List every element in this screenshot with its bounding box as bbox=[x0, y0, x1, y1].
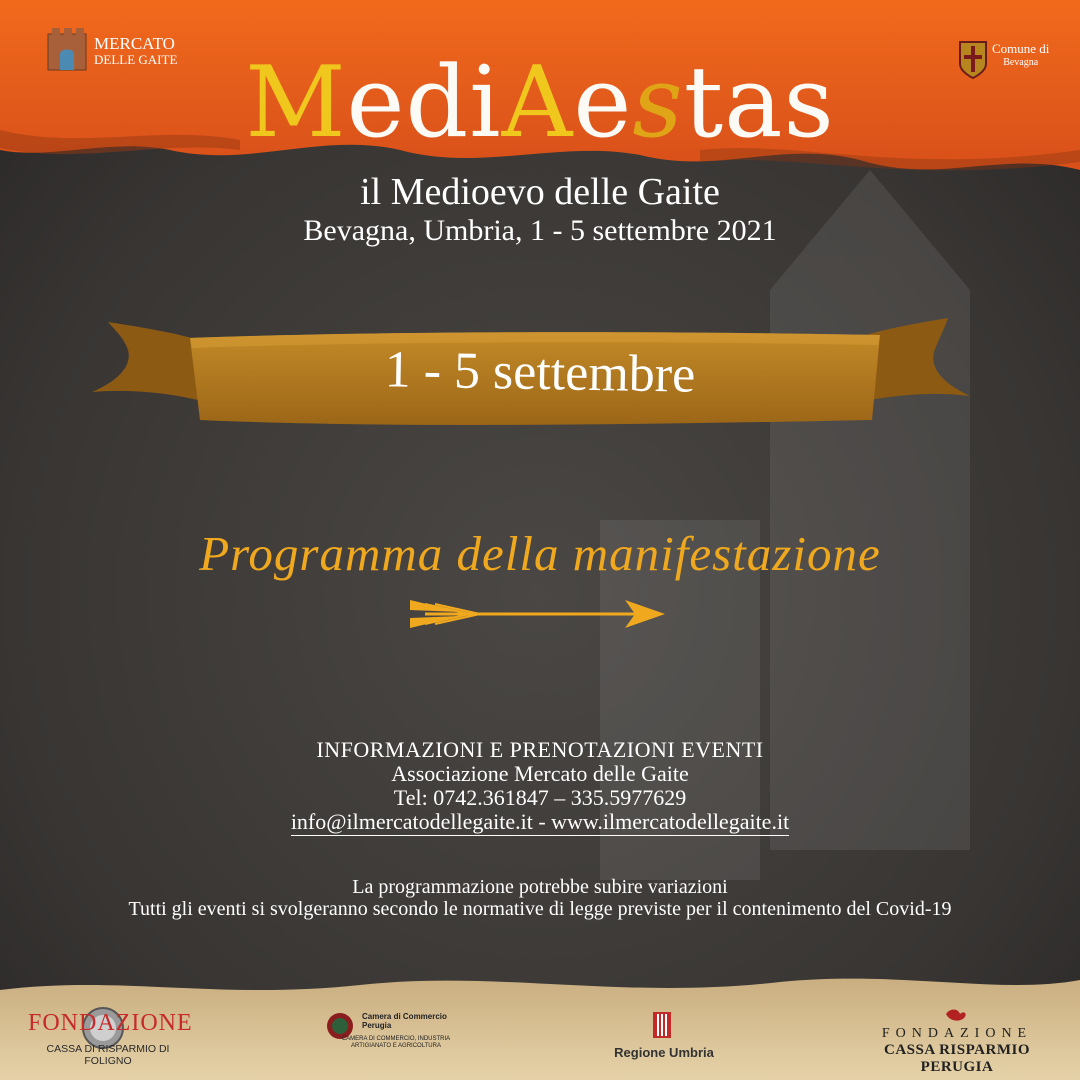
info-block bbox=[0, 738, 1080, 836]
camera-logo-title: Camera di Commercio Perugia bbox=[362, 1012, 447, 1030]
foligno-logo-title: FONDAZIONE bbox=[28, 1010, 193, 1036]
fondazione-foligno-logo bbox=[28, 1010, 193, 1067]
programma-heading: Programma della manifestazione bbox=[199, 526, 881, 581]
regione-umbria-logo bbox=[604, 1012, 724, 1060]
title-part2: edi bbox=[346, 46, 502, 160]
title-part6: tas bbox=[683, 46, 835, 160]
banner-date: 1 - 5 settembre bbox=[384, 341, 696, 404]
camera-logo-subtitle: CAMERA DI COMMERCIO, INDUSTRIA ARTIGIANATO E AGRICOLTURA bbox=[341, 1036, 451, 1049]
foligno-logo-subtitle: CASSA DI RISPARMIO DI FOLIGNO bbox=[46, 1043, 170, 1067]
comune-logo-line1: Comune di bbox=[992, 41, 1050, 56]
mercato-logo-line1: MERCATO bbox=[94, 34, 175, 53]
camera-commercio-logo bbox=[326, 1012, 466, 1050]
title-part4: e bbox=[573, 46, 633, 160]
perugia-logo-line2: CASSA RISPARMIO PERUGIA bbox=[884, 1042, 1030, 1075]
notes-line1: La programmazione potrebbe subire variazioni bbox=[352, 876, 728, 898]
umbria-logo-label: Regione Umbria bbox=[614, 1045, 714, 1060]
mercato-logo-line2: DELLE GAITE bbox=[94, 52, 178, 67]
comune-logo-line2: Bevagna bbox=[1003, 57, 1039, 68]
event-subtitle: il Medioevo delle Gaite bbox=[360, 171, 720, 213]
title-part3: A bbox=[501, 46, 574, 160]
info-phone: Tel: 0742.361847 – 335.5977629 bbox=[393, 785, 687, 810]
perugia-logo-line1: FONDAZIONE bbox=[881, 1026, 1033, 1041]
notes-block bbox=[0, 876, 1080, 920]
title-part5: s bbox=[632, 46, 684, 160]
fondazione-perugia-logo bbox=[852, 1016, 1062, 1076]
title-part1: M bbox=[245, 46, 347, 160]
event-title bbox=[0, 48, 1080, 158]
event-dateline: Bevagna, Umbria, 1 - 5 settembre 2021 bbox=[303, 214, 777, 247]
info-association: Associazione Mercato delle Gaite bbox=[391, 761, 689, 786]
notes-line2: Tutti gli eventi si svolgeranno secondo le normative di legge previste per il contenimento del Covid-19 bbox=[128, 898, 952, 920]
info-links[interactable]: info@ilmercatodellegaite.it - www.ilmercatodellegaite.it bbox=[290, 809, 790, 834]
info-heading: INFORMAZIONI E PRENOTAZIONI EVENTI bbox=[316, 737, 764, 762]
